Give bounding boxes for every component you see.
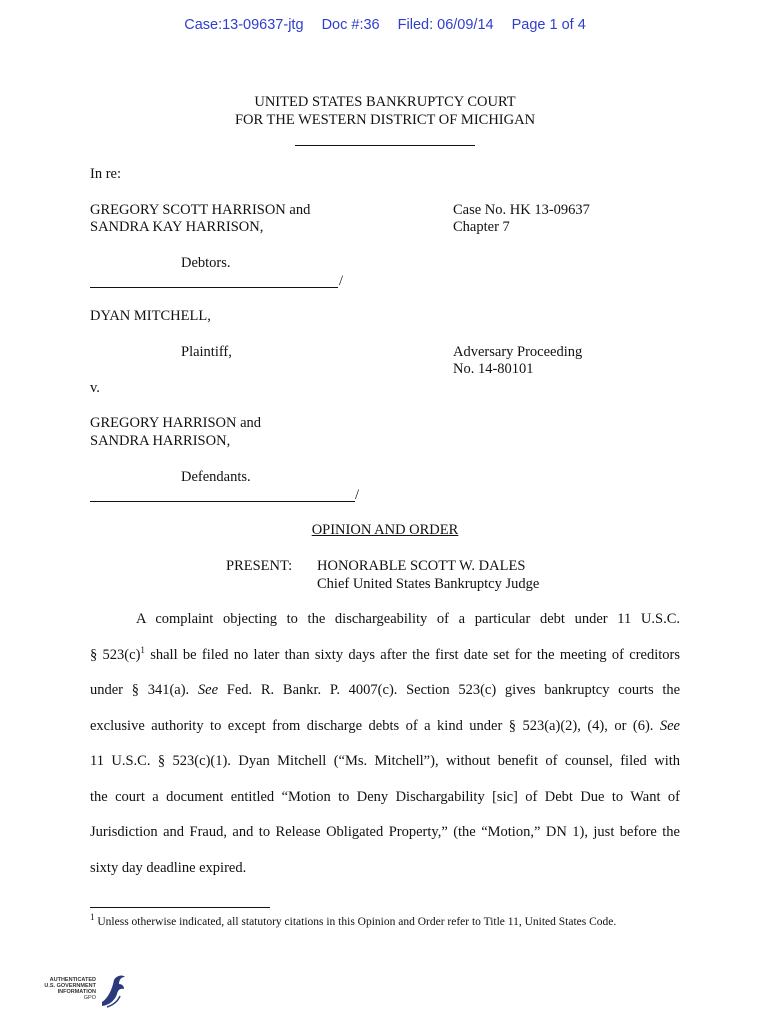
footnote-ref: 1 [140,644,145,655]
caption-rule-2 [90,501,355,502]
caption-slash-1: / [339,273,344,289]
judge-title: Chief United States Bankruptcy Judge [317,576,540,592]
doc-number: Doc #:36 [321,17,380,33]
court-district: FOR THE WESTERN DISTRICT OF MICHIGAN [234,112,536,128]
case-number: Case:13-09637-jtg [184,17,304,33]
paragraph-line: Jurisdiction and Fraud, and to Release Obligated Property,” (the “Motion,” DN 1), just before the [90,824,680,840]
heading-rule [295,145,475,146]
paragraph-line: sixty day deadline expired. [90,859,247,876]
opinion-paragraph [90,602,680,886]
footnote [90,912,617,928]
in-re-label: In re: [90,166,121,182]
debtors-name-line2: SANDRA KAY HARRISON, [90,219,264,235]
plaintiff-name: DYAN MITCHELL, [90,308,211,324]
paragraph-line: 11 U.S.C. § 523(c)(1). Dyan Mitchell (“Ms. Mitchell”), without benefit of counsel, filed with [90,753,680,769]
debtors-label: Debtors. [181,255,231,271]
chapter: Chapter 7 [453,219,510,235]
document-title: OPINION AND ORDER [311,522,459,538]
paragraph-line: A complaint objecting to the dischargeability of a particular debt under 11 U.S.C. [136,611,680,627]
caption-slash-2: / [355,487,360,503]
paragraph-line: § $523(c)^1$ shall be filed no later than sixty days after the first date set for the meeting of creditors [90,644,681,663]
eagle-icon [98,972,128,1010]
paragraph-line: the court a document entitled “Motion to Deny Dischargability [sic] of Debt Due to Want of [90,788,680,805]
paragraph-line: under § 341(a). See Fed. R. Bankr. P. 4007(c). Section 523(c) gives bankruptcy courts the [90,682,681,698]
footnote-number: 1 [90,912,95,923]
footnote-rule [90,907,270,908]
judge-name: HONORABLE SCOTT W. DALES [317,558,526,574]
gpo-authentication-logo [38,970,130,1012]
logo-text: AUTHENTICATED U.S. GOVERNMENT INFORMATION GPO [44,977,96,1001]
footnote-text: Unless otherwise indicated, all statutory citations in this Opinion and Order refer to Title 11, United States Code. [97,916,617,928]
plaintiff-label: Plaintiff, [181,344,232,360]
present-label: PRESENT: [226,558,293,574]
court-name: UNITED STATES BANKRUPTCY COURT [254,94,516,110]
adversary-proceeding: Adversary Proceeding [453,344,583,360]
filed-date: Filed: 06/09/14 [397,17,494,33]
page-number: Page 1 of 4 [511,17,586,33]
caption-rule-1 [90,287,338,288]
defendants-name-line2: SANDRA HARRISON, [90,433,231,449]
case-no: Case No. HK 13-09637 [453,202,590,218]
debtors-name-line1: GREGORY SCOTT HARRISON and [90,202,311,218]
filing-header [0,17,770,33]
versus: v. [90,380,100,396]
defendants-label: Defendants. [181,469,251,485]
paragraph-line: exclusive authority to except from discharge debts of a kind under § 523(a)(2), (4), or (6). See [90,717,680,734]
defendants-name-line1: GREGORY HARRISON and [90,415,262,431]
adversary-number: No. 14-80101 [453,361,534,377]
